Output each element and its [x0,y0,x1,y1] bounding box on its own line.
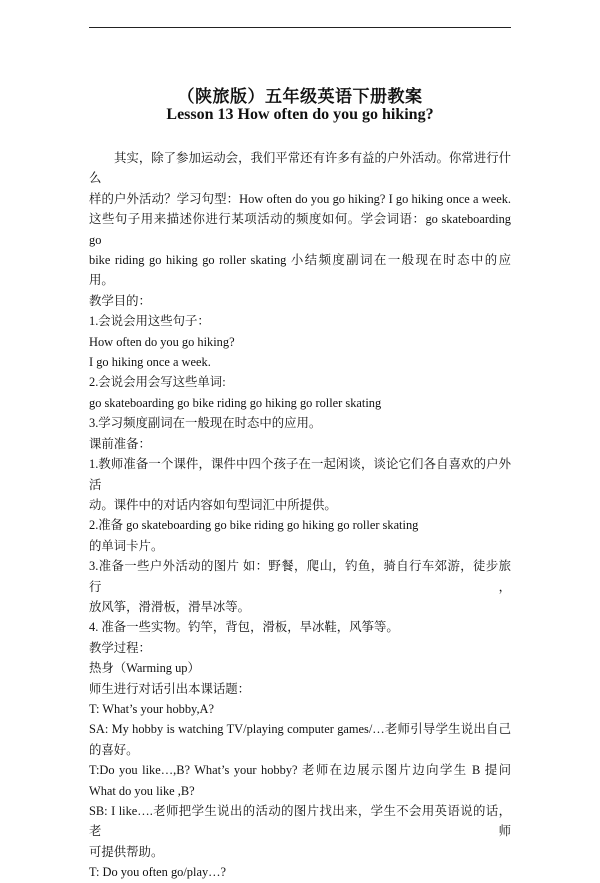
dialogue-t-2-line-2: What do you like ,B? [89,783,195,798]
intro-line-2: 样的户外活动？学习句型：How often do you go hiking? I go hiking once a week. [89,191,511,206]
preparation-3-line-1: 3.准备一些户外活动的图片 如：野餐，爬山，钓鱼，骑自行车郊游，徒步旅行， [89,559,511,594]
document-body [89,148,511,883]
intro-line-1: 其实，除了参加运动会，我们平常还有许多有益的户外活动。你常进行什么 [89,151,511,186]
section-heading-objectives: 教学目的： [89,293,151,308]
objective-2: 2.会说会用会写这些单词: [89,375,226,390]
intro-line-4: bike riding go hiking go roller skating 小结频度副词在一般现在时态中的应 [89,253,511,268]
lesson-title: Lesson 13 How often do you go hiking? [166,106,434,123]
dialogue-t-3: T: Do you often go/play…? [89,865,227,880]
objective-1-sentence-b: I go hiking once a week. [89,355,211,370]
section-heading-procedure: 教学过程： [89,640,151,655]
dialogue-sa-line-2: 的喜好。 [89,742,139,757]
preparation-2-line-2: 的单词卡片。 [89,538,164,553]
section-heading-preparation: 课前准备： [89,436,151,451]
preparation-2-line-1: 2.准备 go skateboarding go bike riding go hiking go roller skating [89,518,419,533]
preparation-3-line-2: 放风筝，滑滑板，滑旱冰等。 [89,599,251,614]
dialogue-t-1: T: What’s your hobby,A? [89,701,214,716]
objective-2-words: go skateboarding go bike riding go hiking go roller skating [89,395,382,410]
intro-line-5: 用。 [89,273,114,288]
dialogue-t-2-line-1: T:Do you like…,B? What’s your hobby? 老师在边展示图片边向学生 B 提问 [89,763,511,778]
dialogue-sb-line-1: SB: I like….老师把学生说出的活动的图片找出来，学生不会用英语说的话，老师 [89,804,511,839]
intro-line-3: 这些句子用来描述你进行某项活动的频度如何。学会词语：go skateboarding go [89,212,511,247]
procedure-warming-up: 热身（Warming up） [89,661,200,676]
dialogue-sa-line-1: SA: My hobby is watching TV/playing computer games/…老师引导学生说出自己 [89,722,511,737]
header-rule [89,27,511,28]
objective-3: 3.学习频度副词在一般现在时态中的应用。 [89,416,322,431]
objective-1: 1.会说会用这些句子： [89,314,210,329]
preparation-4: 4. 准备一些实物。钓竿，背包，滑板，旱冰鞋，风筝等。 [89,620,399,635]
dialogue-sb-line-2: 可提供帮助。 [89,844,164,859]
preparation-1-line-1: 1.教师准备一个课件，课件中四个孩子在一起闲谈，谈论它们各自喜欢的户外活 [89,457,511,492]
objective-1-sentence-a: How often do you go hiking? [89,334,235,349]
procedure-intro: 师生进行对话引出本课话题： [89,681,251,696]
preparation-1-line-2: 动。课件中的对话内容如句型词汇中所提供。 [89,497,337,512]
document-title: （陕旅版）五年级英语下册教案 [177,87,423,106]
